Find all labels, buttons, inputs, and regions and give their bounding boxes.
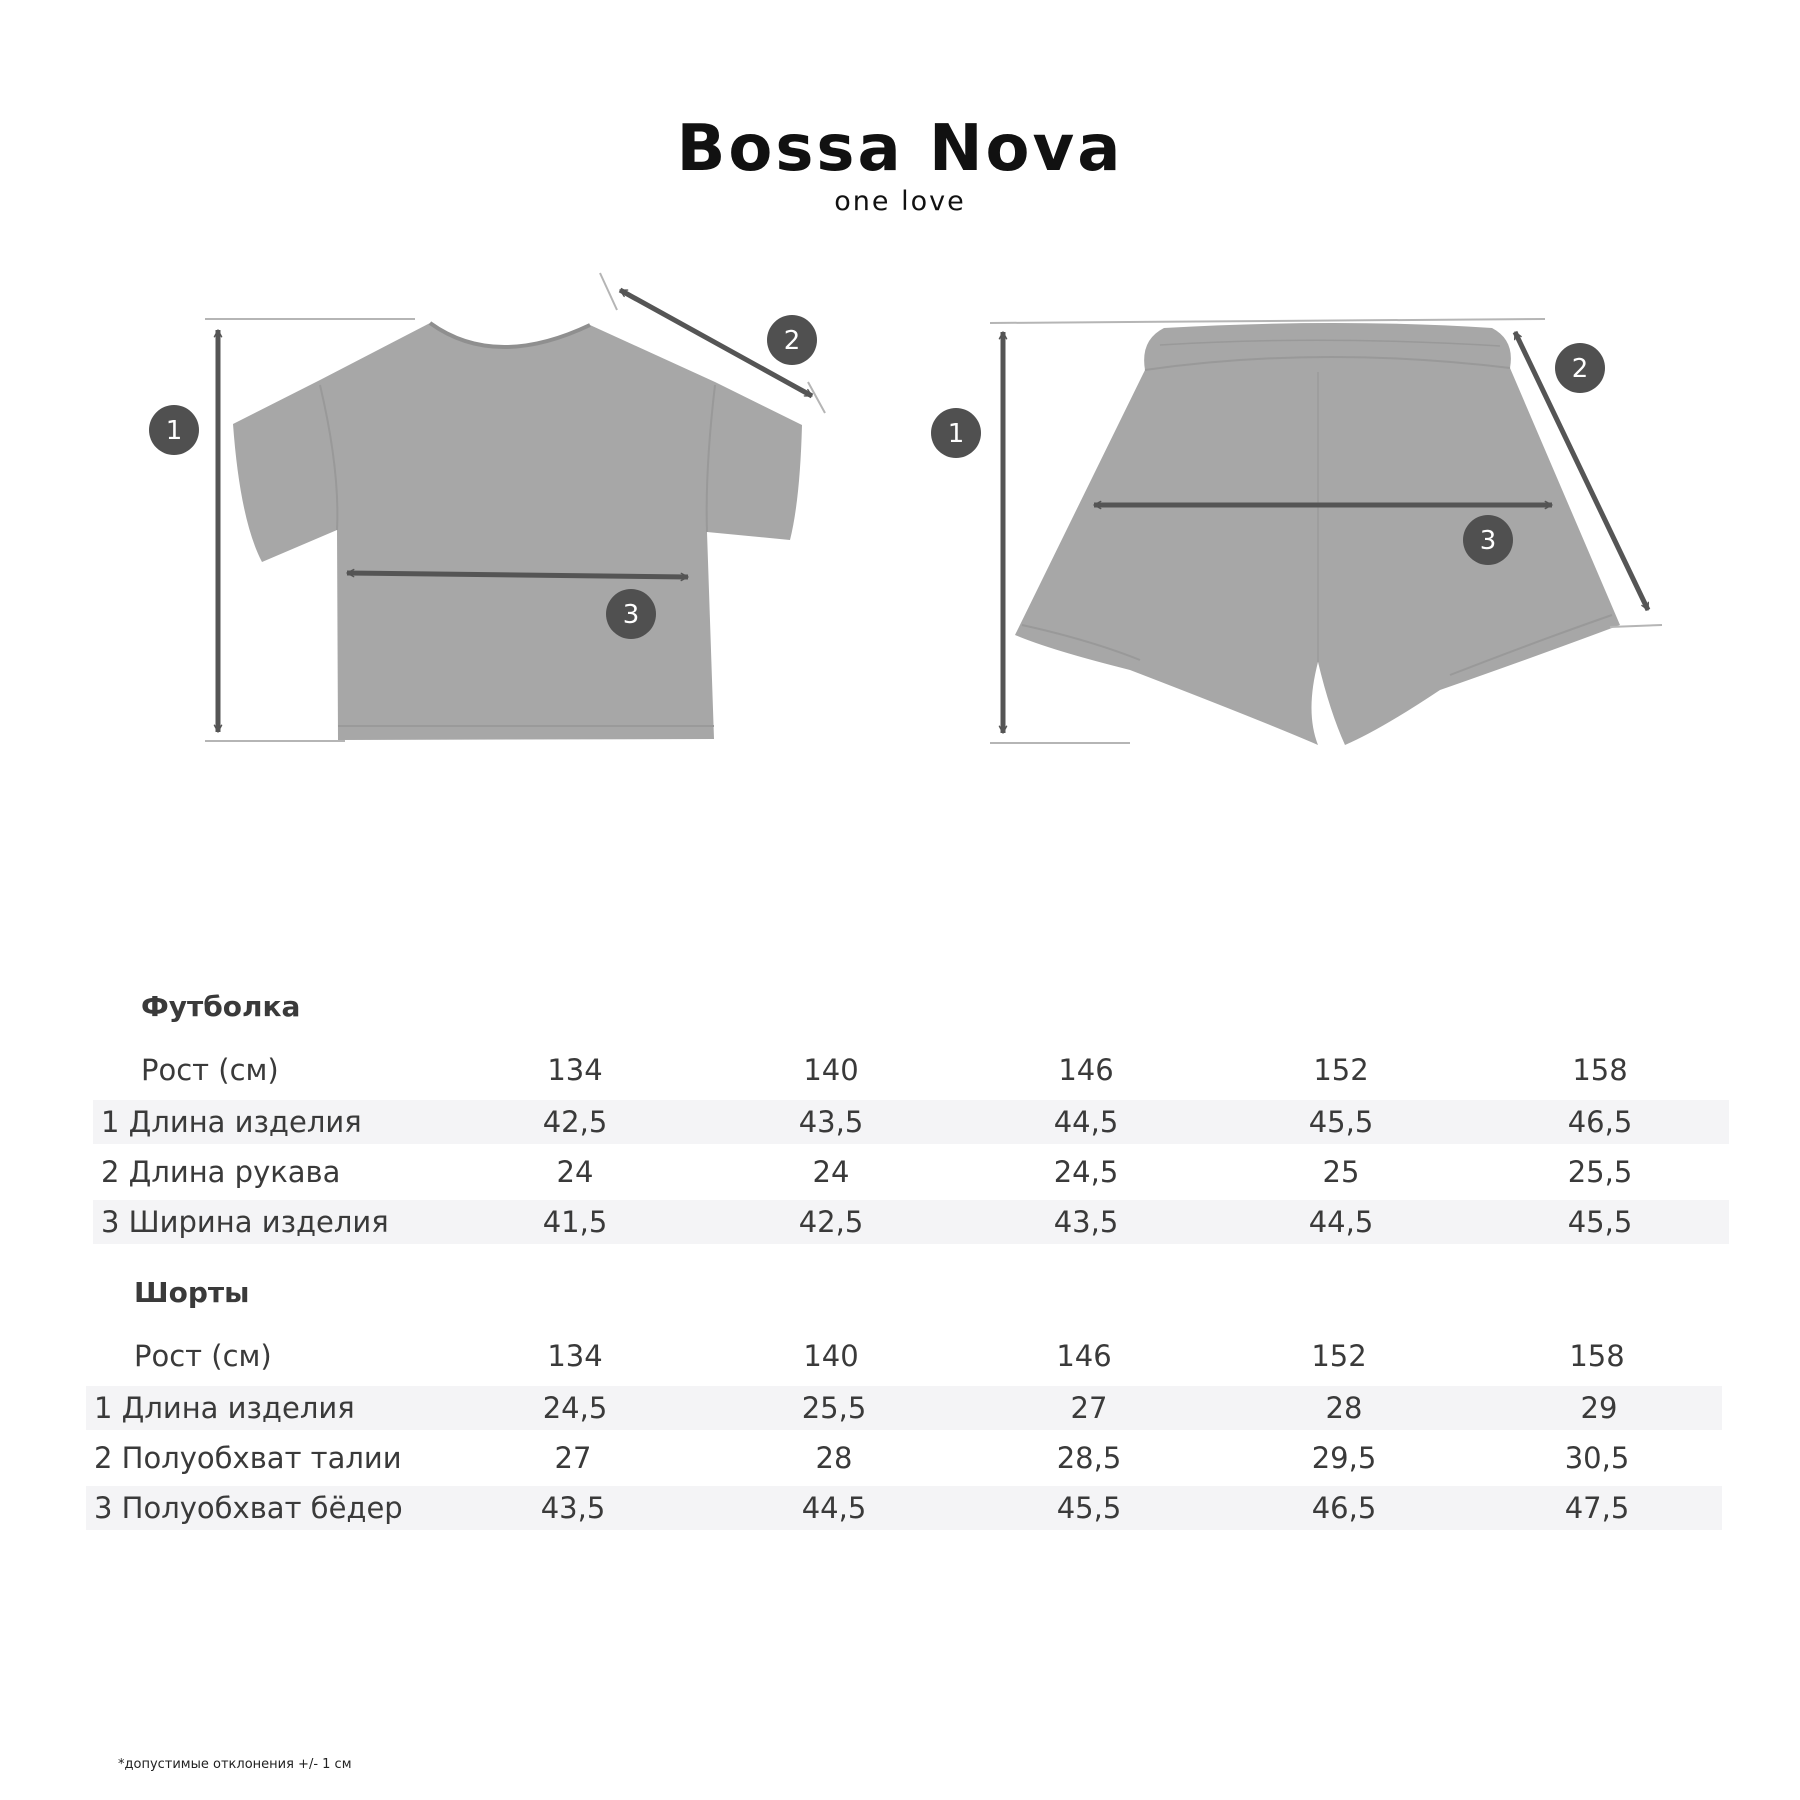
tshirt-badge-3-label: 3 (622, 600, 640, 630)
tshirt-row-sleeve-146: 24,5 (1053, 1155, 1119, 1189)
tshirt-row-length-152: 45,5 (1308, 1105, 1374, 1139)
tshirt-row-sleeve-134: 24 (556, 1155, 594, 1189)
shorts-row-hips-140: 44,5 (801, 1491, 867, 1525)
tshirt-row-width-label: 3 Ширина изделия (101, 1205, 389, 1239)
tshirt-size-140: 140 (803, 1053, 859, 1087)
tolerance-footnote: *допустимые отклонения +/- 1 см (118, 1757, 352, 1772)
tshirt-row-length-146: 44,5 (1053, 1105, 1119, 1139)
shorts-size-140: 140 (803, 1339, 859, 1373)
shorts-row-waist (86, 1436, 1722, 1480)
shorts-row-length-158: 29 (1580, 1391, 1618, 1425)
tshirt-table-title: Футболка (141, 990, 301, 1023)
tshirt-row-length-158: 46,5 (1567, 1105, 1633, 1139)
tshirt-badge-1-label: 1 (165, 416, 183, 446)
tshirt-size-134: 134 (547, 1053, 603, 1087)
brand-title: Bossa Nova (676, 112, 1124, 186)
shorts-row-hips (86, 1486, 1722, 1530)
tshirt-row-sleeve-140: 24 (812, 1155, 850, 1189)
tshirt-row-sleeve-152: 25 (1322, 1155, 1360, 1189)
shorts-row-waist-152: 29,5 (1311, 1441, 1377, 1475)
tshirt-row-sleeve-label: 2 Длина рукава (101, 1155, 341, 1189)
shorts-row-hips-152: 46,5 (1311, 1491, 1377, 1525)
shorts-row-waist-158: 30,5 (1564, 1441, 1630, 1475)
shorts-row-hips-146: 45,5 (1056, 1491, 1122, 1525)
tshirt-row-width-134: 41,5 (542, 1205, 608, 1239)
shorts-badge-1-label: 1 (947, 419, 965, 449)
shorts-row-length-140: 25,5 (801, 1391, 867, 1425)
shorts-row-waist-140: 28 (815, 1441, 853, 1475)
tshirt-row-length-label: 1 Длина изделия (101, 1105, 362, 1139)
tshirt-row-width-140: 42,5 (798, 1205, 864, 1239)
shorts-row-length-146: 27 (1070, 1391, 1108, 1425)
shorts-row-hips-158: 47,5 (1564, 1491, 1630, 1525)
shorts-size-158: 158 (1569, 1339, 1625, 1373)
shorts-size-146: 146 (1056, 1339, 1112, 1373)
tshirt-row-length-140: 43,5 (798, 1105, 864, 1139)
shorts-badge-2-label: 2 (1571, 354, 1589, 384)
shorts-row-waist-134: 27 (554, 1441, 592, 1475)
tshirt-row-width-158: 45,5 (1567, 1205, 1633, 1239)
shorts-row-waist-label: 2 Полуобхват талии (94, 1441, 402, 1475)
shorts-row-hips-label: 3 Полуобхват бёдер (94, 1491, 403, 1525)
shorts-row-length (86, 1386, 1722, 1430)
tshirt-badge-2-label: 2 (783, 326, 801, 356)
shorts-row-waist-146: 28,5 (1056, 1441, 1122, 1475)
tshirt-row-length-134: 42,5 (542, 1105, 608, 1139)
shorts-header-row (86, 1334, 1722, 1378)
shorts-row-hips-134: 43,5 (540, 1491, 606, 1525)
tshirt-size-152: 152 (1313, 1053, 1369, 1087)
shorts-size-134: 134 (547, 1339, 603, 1373)
shorts-row-length-152: 28 (1325, 1391, 1363, 1425)
tshirt-row-sleeve-158: 25,5 (1567, 1155, 1633, 1189)
tshirt-row-width-146: 43,5 (1053, 1205, 1119, 1239)
tshirt-row-width-152: 44,5 (1308, 1205, 1374, 1239)
shorts-header-label: Рост (см) (134, 1339, 272, 1373)
shorts-row-length-label: 1 Длина изделия (94, 1391, 355, 1425)
shorts-row-length-134: 24,5 (542, 1391, 608, 1425)
shorts-size-152: 152 (1311, 1339, 1367, 1373)
shorts-table-title: Шорты (134, 1276, 250, 1309)
brand-tagline: one love (834, 186, 966, 217)
tshirt-size-158: 158 (1572, 1053, 1628, 1087)
tshirt-header-label: Рост (см) (141, 1053, 279, 1087)
shorts-badge-3-label: 3 (1479, 526, 1497, 556)
tshirt-size-146: 146 (1058, 1053, 1114, 1087)
